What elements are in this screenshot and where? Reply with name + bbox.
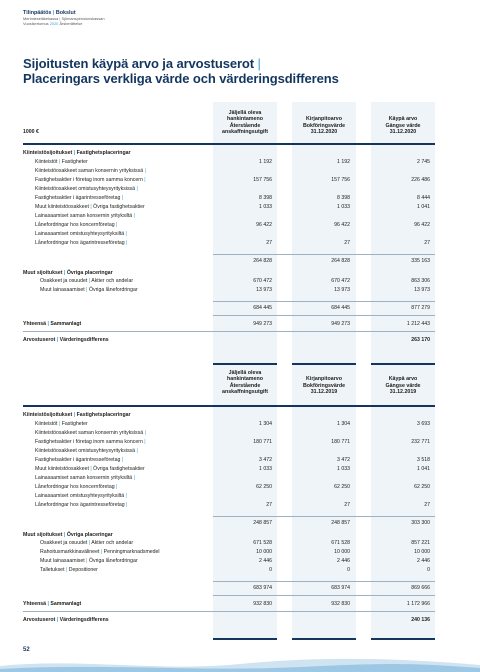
column-end-bar <box>371 363 435 365</box>
subtotal-other-col3: 869 666 <box>411 585 430 591</box>
table-row-value-col2: 13 973 <box>334 287 350 293</box>
column-end-bar <box>292 638 356 640</box>
difference-value: 263 170 <box>411 337 430 343</box>
table-row-value-col2: 1 192 <box>337 159 350 165</box>
table-row-value-col2: 0 <box>347 567 350 573</box>
unit-label: 1000 € <box>23 129 39 135</box>
page-title-fi: Sijoitusten käypä arvo ja arvostuserot | <box>23 56 261 71</box>
table-row-value-col3: 8 444 <box>417 195 430 201</box>
header-title: Tilinpäätös | Bokslut <box>23 10 76 16</box>
subtotal-real-estate-col2: 264 828 <box>331 258 350 264</box>
subtotal-other-col2: 684 445 <box>331 305 350 311</box>
total-value-col2: 932 830 <box>331 601 350 607</box>
table-row-value-col3: 13 973 <box>414 287 430 293</box>
section-heading-real-estate: Kiinteistösijoitukset | Fastighetsplaceringar <box>23 150 131 156</box>
table-row-value-col1: 96 422 <box>256 222 272 228</box>
table-row-value-col3: 27 <box>424 502 430 508</box>
table-row-value-col3: 2 745 <box>417 159 430 165</box>
section-heading-other: Muut sijoitukset | Övriga placeringar <box>23 532 113 538</box>
section-heading-other: Muut sijoitukset | Övriga placeringar <box>23 270 113 276</box>
table-row-value-col1: 3 472 <box>259 457 272 463</box>
column-header-1: Jäljellä oleva hankintameno Återstående anskaffningsutgift <box>222 110 268 135</box>
table-row-label: Lånefordringar hos ägarintresseföretag | <box>35 502 128 508</box>
subtotal-rule <box>213 301 435 302</box>
table-row-value-col1: 27 <box>266 502 272 508</box>
column-header-1: Jäljellä oleva hankintameno Återstående anskaffningsutgift <box>222 370 268 395</box>
subtotal-real-estate-col1: 264 828 <box>253 258 272 264</box>
table-row-value-col1: 670 472 <box>253 278 272 284</box>
table-row-value-col3: 3 518 <box>417 457 430 463</box>
subtotal-rule <box>213 254 435 255</box>
table-row-value-col2: 8 398 <box>337 195 350 201</box>
table-row-label: Muut kiinteistöosakkeet | Övriga fastighetsaktier <box>35 204 145 210</box>
table-row-label: Lånefordringar hos koncernföretag | <box>35 222 118 228</box>
table-row-label: Kiinteistöt | Fastigheter <box>35 159 88 165</box>
table-row-value-col3: 10 000 <box>414 549 430 555</box>
table-row-value-col1: 1 192 <box>259 159 272 165</box>
total-label: Yhteensä | Sammanlagt <box>23 601 82 607</box>
table-row-label: Kiinteistöosakkeet saman konsernin yrityksissä | <box>35 168 146 174</box>
table-row-label: Fastighetsaktier i ägarintresseföretag | <box>35 195 124 201</box>
total-label: Yhteensä | Sammanlagt <box>23 321 82 327</box>
table-row-label: Osakkeet ja osuudet | Aktier och andelar <box>40 540 134 546</box>
table-row-value-col3: 1 041 <box>417 204 430 210</box>
page-title-sv: Placeringars verkliga värde och värderingsdifferens <box>23 71 339 86</box>
table-row-value-col1: 13 973 <box>256 287 272 293</box>
difference-value: 240 136 <box>411 617 430 623</box>
subtotal-real-estate-col2: 248 857 <box>331 520 350 526</box>
table-row-value-col2: 3 472 <box>337 457 350 463</box>
subtotal-real-estate-col1: 248 857 <box>253 520 272 526</box>
table-row-value-col2: 2 446 <box>337 558 350 564</box>
total-rule <box>213 315 435 316</box>
table-row-label: Fastighetsaktier i företag inom samma koncern | <box>35 439 146 445</box>
difference-label: Arvostuserot | Värderingsdifferens <box>23 617 109 623</box>
table-row-value-col2: 1 033 <box>337 204 350 210</box>
table-row-value-col3: 857 221 <box>411 540 430 546</box>
table-row-value-col3: 232 771 <box>411 439 430 445</box>
table-row-label: Lånefordringar hos ägarintresseföretag | <box>35 240 128 246</box>
subtotal-rule <box>213 516 435 517</box>
table-row-value-col1: 157 756 <box>253 177 272 183</box>
difference-rule <box>23 611 435 612</box>
table-row-label: Lainasaamiset saman konsernin yrityksiltä | <box>35 213 135 219</box>
total-value-col2: 949 273 <box>331 321 350 327</box>
header-publisher: Merimieseläkekassa | Sjömanspensionskassan <box>23 16 105 21</box>
table-row-value-col3: 0 <box>427 567 430 573</box>
column-header-3: Käypä arvo Gängse värde 31.12.2020 <box>385 116 421 135</box>
header-report: Vuosikertomus 2020 Årsberättelse <box>23 21 83 26</box>
total-value-col3: 1 172 966 <box>406 601 430 607</box>
header-rule <box>23 143 435 145</box>
table-row-label: Kiinteistöosakkeet omistusyhteysyrityksissä | <box>35 448 138 454</box>
subtotal-other-col1: 683 974 <box>253 585 272 591</box>
footer-wave-decoration <box>0 656 480 672</box>
table-row-value-col1: 1 033 <box>259 204 272 210</box>
column-header-2: Kirjanpitoarvo Bokföringsvärde 31.12.2020 <box>302 116 346 135</box>
table-row-label: Muut lainasaamiset | Övriga lånefordringar <box>40 287 138 293</box>
table-row-value-col2: 62 250 <box>334 484 350 490</box>
table-row-value-col3: 863 306 <box>411 278 430 284</box>
table-row-value-col2: 96 422 <box>334 222 350 228</box>
table-row-value-col2: 1 304 <box>337 421 350 427</box>
table-row-label: Talletukset | Depositioner <box>40 567 98 573</box>
table-row-value-col3: 62 250 <box>414 484 430 490</box>
table-row-value-col2: 157 756 <box>331 177 350 183</box>
column-end-bar <box>292 363 356 365</box>
total-value-col1: 932 830 <box>253 601 272 607</box>
subtotal-real-estate-col3: 303 300 <box>411 520 430 526</box>
table-row-value-col1: 10 000 <box>256 549 272 555</box>
section-heading-real-estate: Kiinteistösijoitukset | Fastighetsplaceringar <box>23 412 131 418</box>
table-row-value-col3: 96 422 <box>414 222 430 228</box>
difference-rule <box>23 331 435 332</box>
total-rule <box>213 595 435 596</box>
table-row-value-col3: 3 693 <box>417 421 430 427</box>
header-rule <box>23 405 435 407</box>
table-row-value-col2: 670 472 <box>331 278 350 284</box>
table-row-value-col1: 8 398 <box>259 195 272 201</box>
table-row-label: Muut kiinteistöosakkeet | Övriga fastighetsaktier <box>35 466 145 472</box>
table-row-value-col1: 1 033 <box>259 466 272 472</box>
table-row-label: Lainasaamiset saman konsernin yrityksiltä | <box>35 475 135 481</box>
table-row-value-col3: 2 446 <box>417 558 430 564</box>
table-row-label: Fastighetsaktier i företag inom samma koncern | <box>35 177 146 183</box>
table-row-label: Fastighetsaktier i ägarintresseföretag | <box>35 457 124 463</box>
table-row-value-col1: 1 304 <box>259 421 272 427</box>
table-row-value-col3: 27 <box>424 240 430 246</box>
table-row-label: Lainasaamiset omistusyhteysyrityksiltä | <box>35 231 127 237</box>
table-row-label: Osakkeet ja osuudet | Aktier och andelar <box>40 278 134 284</box>
total-value-col3: 1 212 443 <box>406 321 430 327</box>
column-end-bar <box>371 638 435 640</box>
subtotal-other-col3: 877 279 <box>411 305 430 311</box>
table-row-value-col2: 180 771 <box>331 439 350 445</box>
table-row-value-col1: 0 <box>269 567 272 573</box>
subtotal-rule <box>213 581 435 582</box>
table-row-value-col1: 671 528 <box>253 540 272 546</box>
column-header-3: Käypä arvo Gängse värde 31.12.2019 <box>385 376 421 395</box>
column-end-bar <box>213 363 277 365</box>
table-row-value-col2: 1 033 <box>337 466 350 472</box>
column-header-2: Kirjanpitoarvo Bokföringsvärde 31.12.2019 <box>302 376 346 395</box>
table-row-label: Lånefordringar hos koncernföretag | <box>35 484 118 490</box>
table-row-value-col2: 671 528 <box>331 540 350 546</box>
table-row-value-col2: 10 000 <box>334 549 350 555</box>
subtotal-other-col2: 683 974 <box>331 585 350 591</box>
difference-label: Arvostuserot | Värderingsdifferens <box>23 337 109 343</box>
table-row-value-col3: 1 041 <box>417 466 430 472</box>
table-row-value-col1: 180 771 <box>253 439 272 445</box>
table-row-label: Muut lainasaamiset | Övriga lånefordringar <box>40 558 138 564</box>
page-number: 52 <box>23 647 30 653</box>
table-row-label: Kiinteistöosakkeet saman konsernin yrityksissä | <box>35 430 146 436</box>
table-row-label: Lainasaamiset omistusyhteysyrityksiltä | <box>35 493 127 499</box>
document-header <box>23 10 105 26</box>
total-value-col1: 949 273 <box>253 321 272 327</box>
subtotal-other-col1: 684 445 <box>253 305 272 311</box>
column-end-bar <box>213 638 277 640</box>
table-row-value-col2: 27 <box>344 502 350 508</box>
table-row-value-col3: 226 486 <box>411 177 430 183</box>
table-row-label: Kiinteistöt | Fastigheter <box>35 421 88 427</box>
table-row-value-col1: 62 250 <box>256 484 272 490</box>
table-row-label: Rahoitusmarkkinavälineet | Penningmarknadsmedel <box>40 549 160 555</box>
table-row-value-col1: 2 446 <box>259 558 272 564</box>
table-row-label: Kiinteistöosakkeet omistusyhteysyrityksissä | <box>35 186 138 192</box>
table-row-value-col2: 27 <box>344 240 350 246</box>
table-row-value-col1: 27 <box>266 240 272 246</box>
subtotal-real-estate-col3: 335 163 <box>411 258 430 264</box>
